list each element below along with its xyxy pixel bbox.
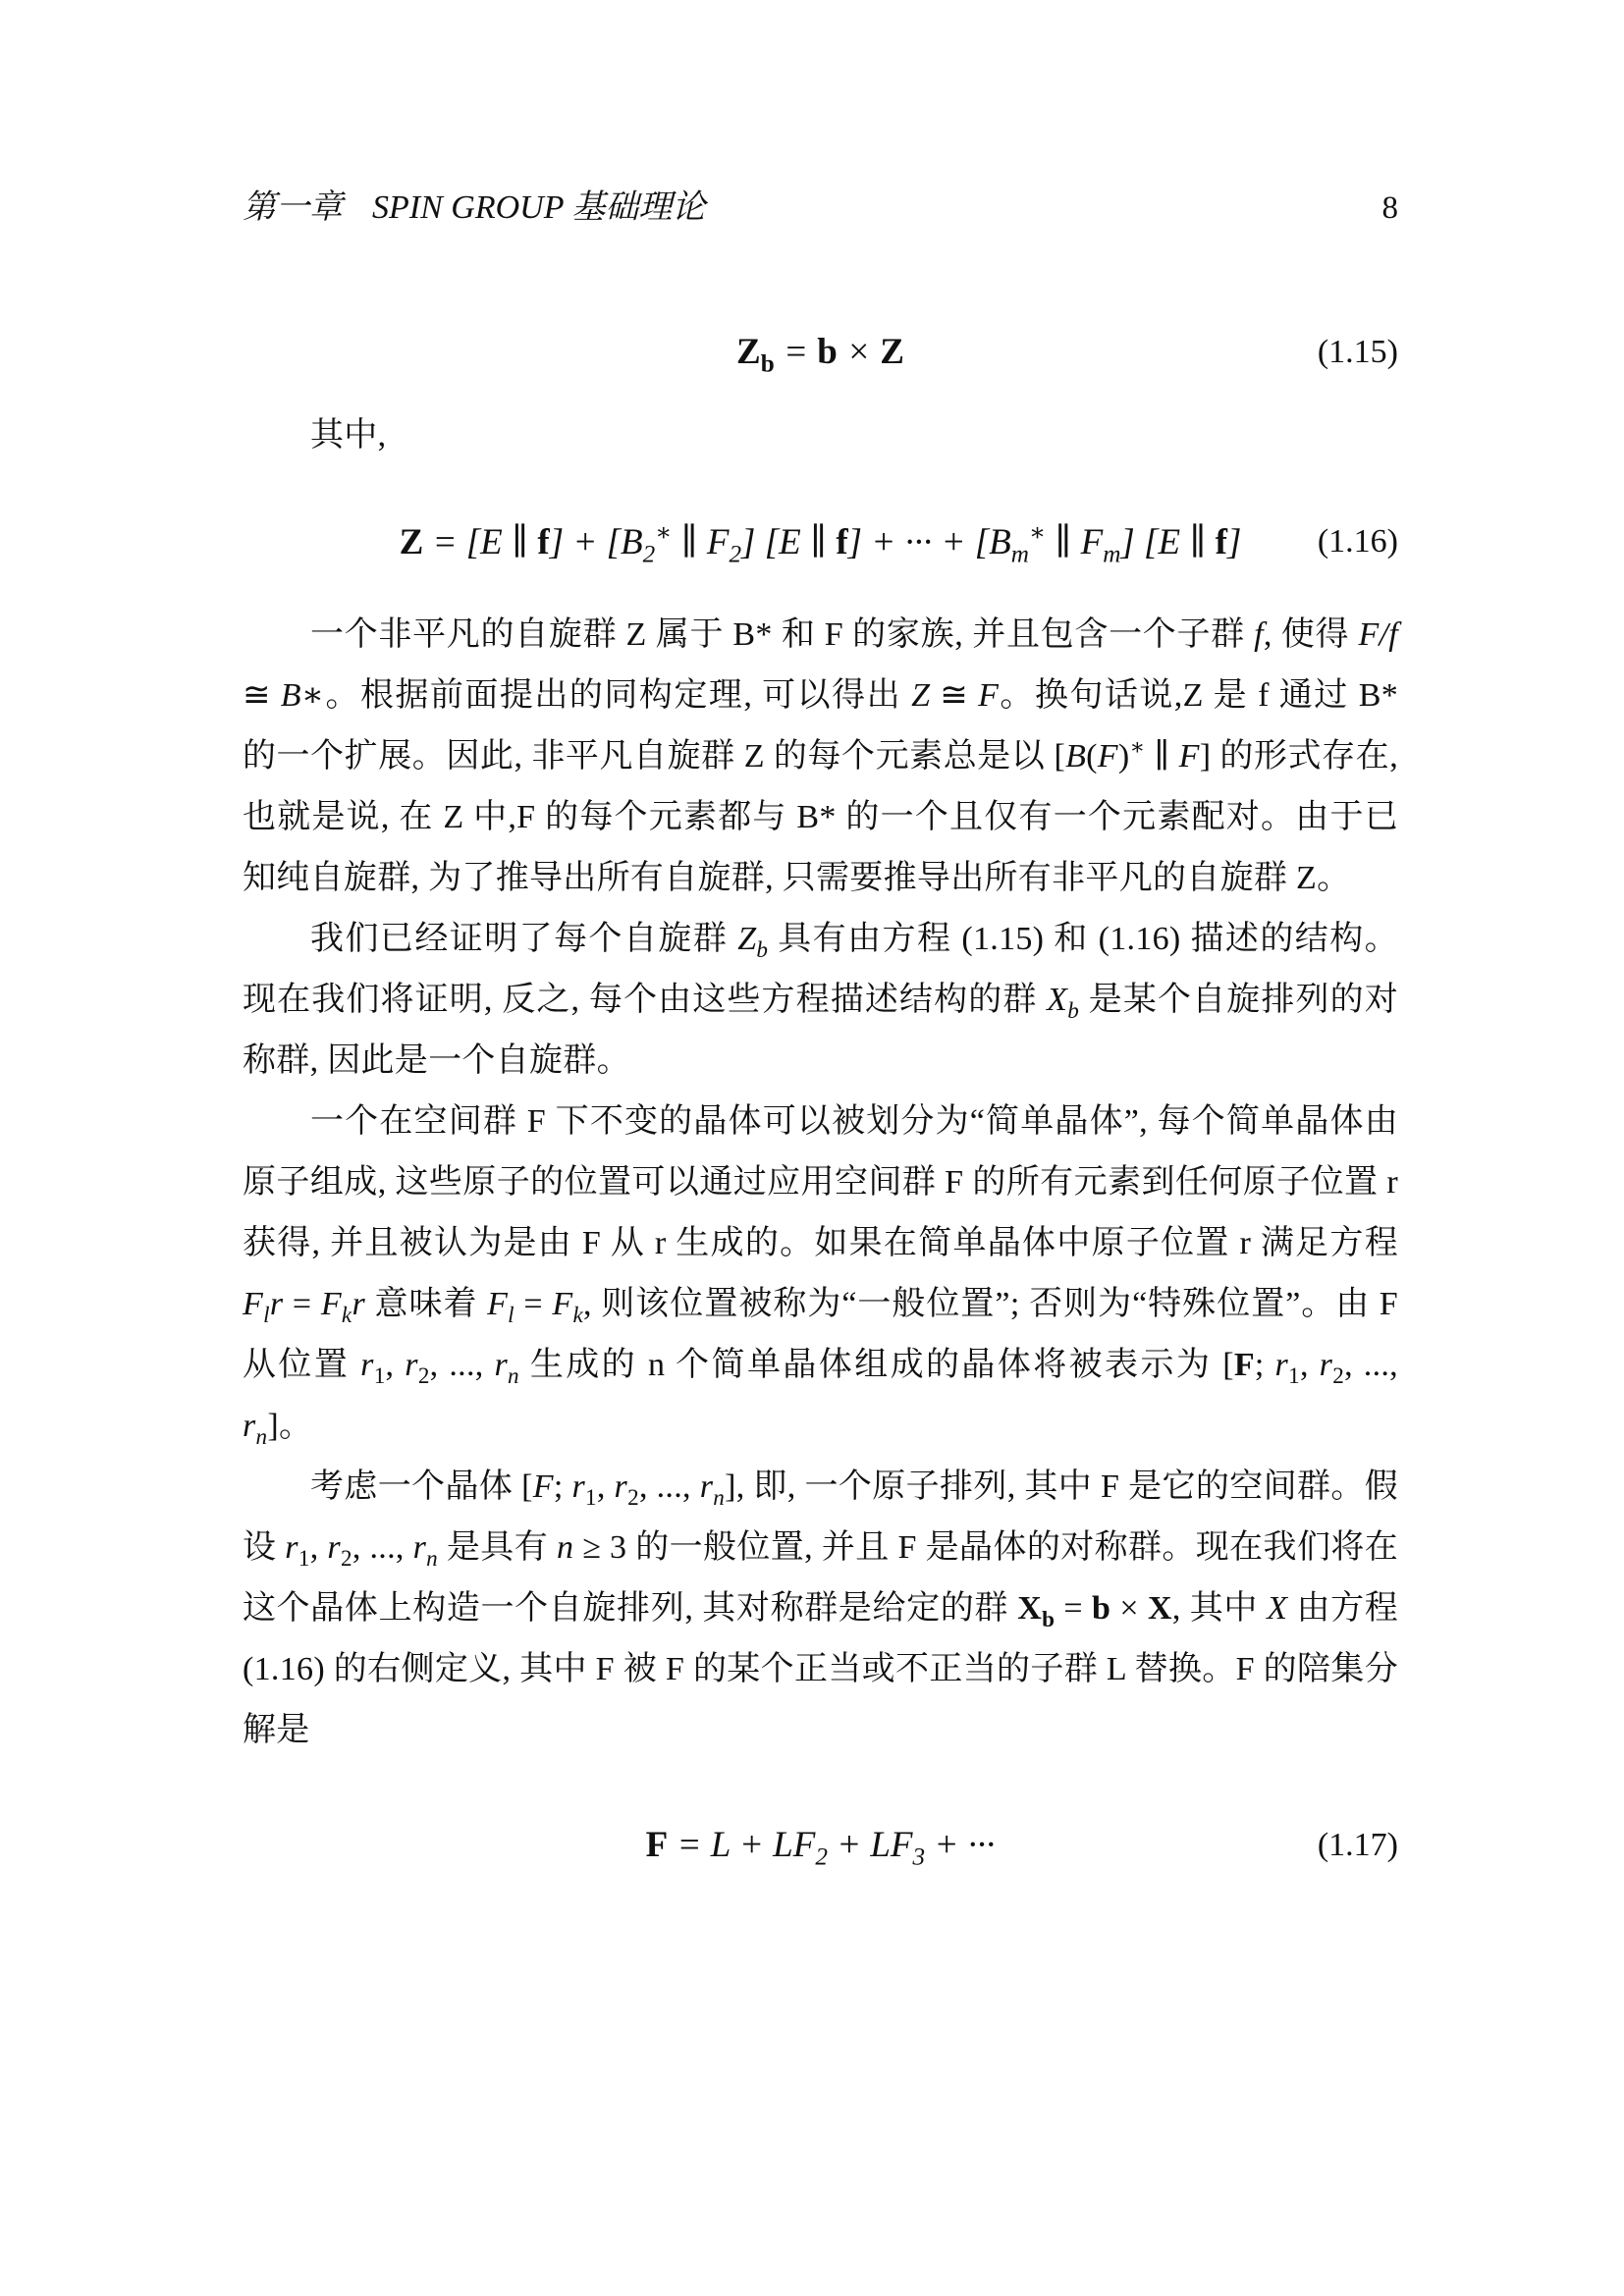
equation-1-17-label: (1.17) — [1317, 1827, 1398, 1864]
chapter-title: SPIN GROUP 基础理论 — [372, 189, 706, 226]
equation-1-17 — [243, 1820, 1398, 1871]
equation-1-15-math: $Z_b = b \times Z$ — [736, 331, 904, 378]
chapter-header — [243, 188, 705, 229]
paragraph-4: 考虑一个晶体 [F; $r_1$, $r_2$, ..., $r_n$], 即, 一个原子排列, 其中 F 是它的空间群。假设 $r_1$, $r_2$, ..., $r_n$ 是具有 n ≥ 3 的一般位置, 并且 F 是晶体的对称群。现在我们将在这个晶体上构造一个自旋排列, 其对称群是给定的群 $X_b = b \times X$, 其中 X 由方程 (1.16) 的右侧定义, 其中 F 被 F 的某个正当或不正当的子群 L 替换。F 的陪集分解是 — [243, 1468, 1399, 1749]
equation-1-16-math: Z = [E ∥ $f] + [B_2^∗$ ∥ $F_2$] [E ∥ f] + ··· + [$B_m^∗$ ∥ $F_m$] [E ∥ f] — [399, 519, 1242, 567]
paragraph-1: 一个非平凡的自旋群 Z 属于 B* 和 F 的家族, 并且包含一个子群 f, 使得 F/f ≅ B∗。根据前面提出的同构定理, 可以得出 Z ≅ F。换句话说,Z 是 f 通过 B* 的一个扩展。因此, 非平凡自旋群 Z 的每个元素总是以 [B(F)∗ ∥ F] 的形式存在, 也就是说, 在 Z 中,F 的每个元素都与 B* 的一个且仅有一个元素配对。由于已知纯自旋群, 为了推导出所有自旋群, 只需要推导出所有非平凡的自旋群 Z。 — [243, 616, 1399, 897]
equation-1-17-math: $F = L + LF_2 + LF_3$ + ··· — [645, 1825, 996, 1871]
paragraph-3: 一个在空间群 F 下不变的晶体可以被划分为“简单晶体”, 每个简单晶体由原子组成, 这些原子的位置可以通过应用空间群 F 的所有元素到任何原子位置 r 获得, 并且被认为是由 F 从 r 生成的。如果在简单晶体中原子位置 r 满足方程 $F_lr = F_kr$ 意味着 $F_l = F_k$, 则该位置被称为“一般位置”; 否则为“特殊位置”。由 F 从位置 $r_1$, $r_2$, ..., $r_n$ 生成的 n 个简单晶体组成的晶体将被表示为 [F; $r_1$, $r_2$, ..., $r_n$]。 — [243, 1103, 1399, 1451]
paragraph-where-intro: 其中, — [310, 416, 387, 454]
running-header — [243, 188, 1398, 229]
paragraph-2: 我们已经证明了每个自旋群 $Z_b$ 具有由方程 (1.15) 和 (1.16) 描述的结构。现在我们将证明, 反之, 每个由这些方程描述结构的群 $X_b$ 是某个自旋排列的对称群, 因此是一个自旋群。 — [243, 921, 1398, 1080]
equation-1-16 — [243, 517, 1398, 568]
equation-1-15 — [243, 327, 1398, 378]
equation-1-15-label: (1.15) — [1317, 333, 1398, 370]
equation-1-16-label: (1.16) — [1317, 523, 1398, 561]
chapter-label: 第一章 — [243, 189, 343, 226]
page-number: 8 — [1381, 190, 1398, 226]
